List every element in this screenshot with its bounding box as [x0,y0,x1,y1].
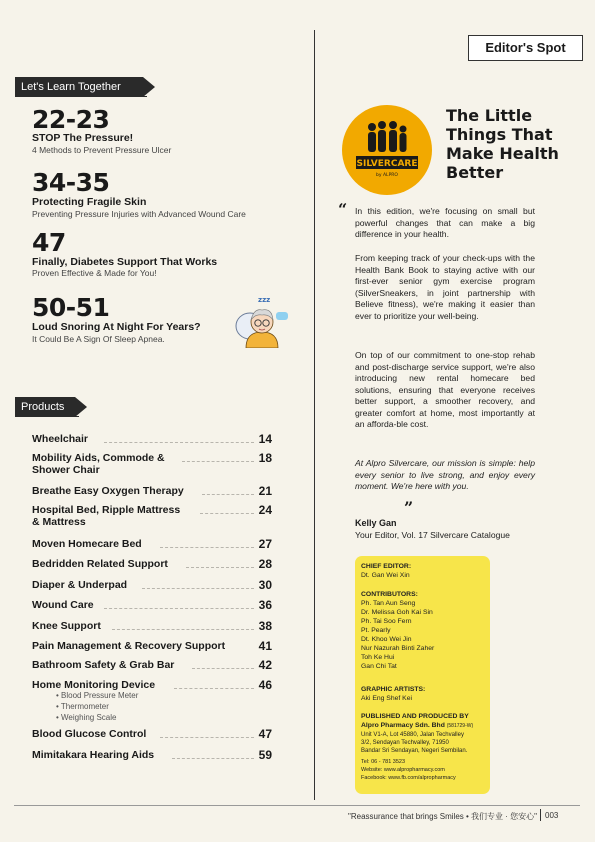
product-page: 36 [258,598,272,612]
leader-dots [192,668,254,669]
product-page: 24 [258,503,272,517]
leader-dots [142,588,254,589]
sub-item: • Thermometer [56,702,109,711]
product-name: Wheelchair [32,433,89,445]
product-page: 47 [258,727,272,741]
editorial-paragraph: On top of our commitment to one-stop rehab and post-discharge service support, we're also introducing new rental homecare bed solutions, ensuring that everyone receives better support, a smoother recovery, and greater comfort at home, most importantly at an afforda-ble cost. [355,350,535,429]
leader-dots [200,513,254,514]
editors-spot-label: Editor's Spot [468,35,583,61]
telephone: Tel: 06 - 781 3523 [361,759,406,765]
graphic-artist-name: Aki Eng Shef Kei [361,695,413,702]
product-name: Mimitakara Hearing Aids [32,749,155,761]
leader-dots [202,494,254,495]
contributor-name: Ph. Tai Soo Fern [361,618,412,625]
product-page: 27 [258,537,272,551]
product-page: 41 [258,639,272,653]
product-name: Moven Homecare Bed [32,538,142,550]
publisher-name [361,722,473,731]
page-number: 003 [545,811,559,820]
publisher-name-text: Alpro Pharmacy Sdn. Bhd [361,722,445,729]
chief-editor-name: Dt. Gan Wei Xin [361,572,410,579]
section-tag-learn [15,77,143,97]
feature-subtitle: 4 Methods to Prevent Pressure Ulcer [32,145,172,155]
product-page: 42 [258,658,272,672]
leader-dots [160,737,254,738]
product-name: Wound Care [32,599,94,611]
feature-subtitle: It Could Be A Sign Of Sleep Apnea. [32,334,165,344]
leader-dots [104,608,254,609]
logo-subtext: by ALPRO [376,173,398,178]
product-name: Breathe Easy Oxygen Therapy [32,485,184,497]
product-name: Blood Glucose Control [32,728,147,740]
website-link[interactable]: Website: www.alpropharmacy.com [361,767,445,773]
publisher-label: PUBLISHED AND PRODUCED BY [361,713,469,720]
product-name-text: Mobility Aids, Commode & Shower Chair [32,452,165,476]
contributor-name: Pt. Pearly [361,627,391,634]
product-page: 14 [258,432,272,446]
feature-pages[interactable]: 22-23 [32,105,110,134]
chief-editor-label: CHIEF EDITOR: [361,563,412,570]
editorial-headline: The Little Things That Make Health Better [446,106,559,182]
feature-title[interactable]: STOP The Pressure! [32,132,134,144]
product-page: 59 [258,748,272,762]
footer-slogan: "Reassurance that brings Smiles • 我们专业 · 您安心" [348,812,537,821]
facebook-link[interactable]: Facebook: www.fb.com/alpropharmacy [361,775,456,781]
editorial-paragraph: From keeping track of your check-ups with the Health Bank Book to staying active with our first-ever senior gym exercise program (SilverSneakers, in joint partnership with Believe fitness), we're making it easier than ever to prioritize your well-being. [355,253,535,321]
footer-separator [540,809,541,821]
address-line: Bandar Sri Sendayan, Negeri Sembilan. [361,748,468,754]
address-line: 3/2, Sendayan Techvalley, 71950 [361,740,449,746]
contributors-label: CONTRIBUTORS: [361,591,418,598]
section-tag-products [15,397,75,417]
section-tag-products-label: Products [21,401,65,413]
family-silhouette-icon [342,105,432,195]
feature-subtitle: Preventing Pressure Injuries with Advanced Wound Care [32,209,246,219]
feature-pages[interactable]: 47 [32,228,66,257]
leader-dots [172,758,254,759]
section-tag-learn-label: Let's Learn Together [21,81,121,93]
footer-divider [14,805,580,806]
product-name: Knee Support [32,620,101,632]
product-name: Bathroom Safety & Grab Bar [32,659,175,671]
product-name-text: Hospital Bed, Ripple Mattress & Mattress [32,504,181,528]
feature-title[interactable]: Loud Snoring At Night For Years? [32,321,201,333]
divider [15,416,79,417]
product-name: Pain Management & Recovery Support [32,640,226,652]
feature-title[interactable]: Protecting Fragile Skin [32,196,147,208]
editorial-paragraph: In this edition, we're focusing on small but powerful changes that can make a big difference in your health. [355,206,535,239]
sleep-zzz: zzz [258,296,271,304]
contributor-name: Nur Nazurah Binti Zaher [361,645,435,652]
divider [15,96,147,97]
leader-dots [104,442,254,443]
column-divider [314,30,315,800]
leader-dots [186,567,254,568]
product-page: 21 [258,484,272,498]
product-name [32,504,180,528]
open-quote-icon: “ [338,200,348,219]
leader-dots [182,461,254,462]
product-name: Diaper & Underpad [32,579,128,591]
feature-pages[interactable]: 34-35 [32,168,110,197]
editorial-paragraph: At Alpro Silvercare, our mission is simple: help every senior to live strong, and enjoy every moment. We're here with you. [355,458,535,491]
leader-dots [174,688,254,689]
feature-title[interactable]: Finally, Diabetes Support That Works [32,256,218,268]
product-name: Home Monitoring Device [32,679,156,691]
graphic-artists-label: GRAPHIC ARTISTS: [361,686,426,693]
sub-item: • Weighing Scale [56,713,117,722]
contributor-name: Dr. Melissa Goh Kai Sin [361,609,433,616]
product-name [32,452,165,476]
product-page: 18 [258,451,272,465]
signer-role: Your Editor, Vol. 17 Silvercare Catalogue [355,530,510,540]
product-page: 28 [258,557,272,571]
publisher-reg: (581729-W) [446,723,474,729]
silvercare-logo [342,105,432,195]
feature-pages[interactable]: 50-51 [32,293,110,322]
sleeping-senior-illustration [232,292,292,348]
product-page: 30 [258,578,272,592]
contributor-name: Dt. Khoo Wei Jin [361,636,412,643]
logo-text: SILVERCARE [356,159,418,169]
address-line: Unit V1-A, Lot 45880, Jalan Techvalley [361,732,464,738]
product-page: 46 [258,678,272,692]
feature-subtitle: Proven Effective & Made for You! [32,268,157,278]
leader-dots [112,629,254,630]
sub-item: • Blood Pressure Meter [56,691,139,700]
leader-dots [160,547,254,548]
close-quote-icon: ” [404,498,414,517]
contributor-name: Toh Ke Hui [361,654,395,661]
product-name: Bedridden Related Support [32,558,168,570]
contributor-name: Gan Chi Tat [361,663,397,670]
signer-name: Kelly Gan [355,518,397,528]
product-page: 38 [258,619,272,633]
contributor-name: Ph. Tan Aun Seng [361,600,416,607]
